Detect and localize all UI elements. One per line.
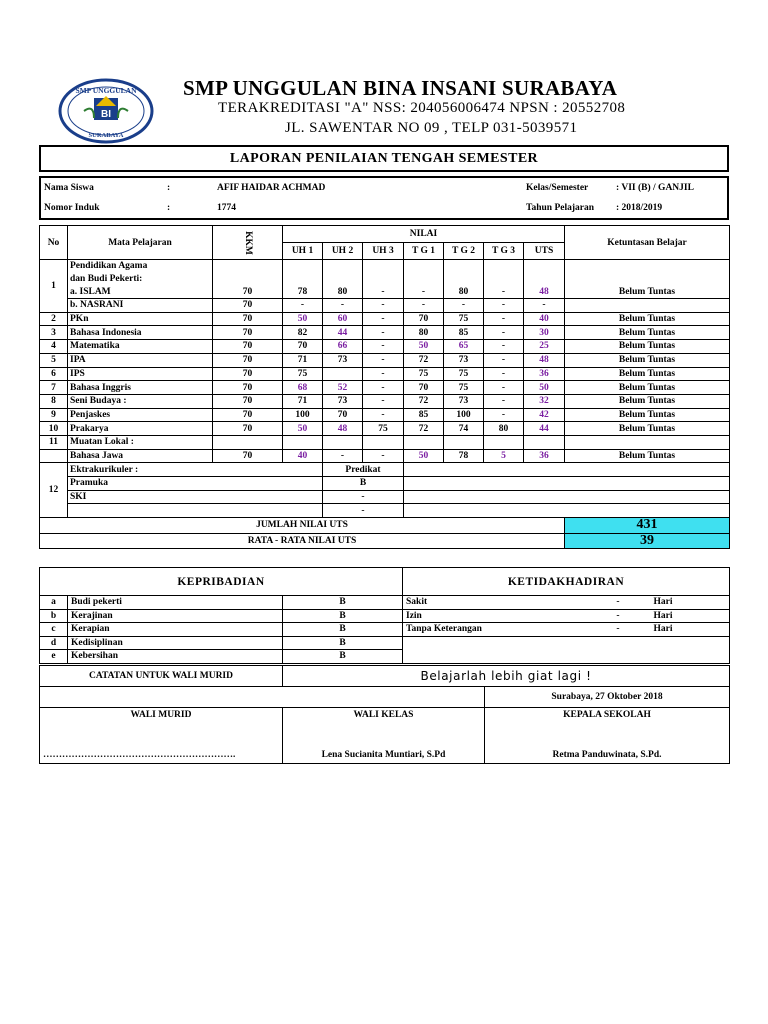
row-uh2: 73 [323, 394, 363, 408]
row-uts: 32 [524, 394, 565, 408]
row-tg1: 70 [404, 312, 444, 326]
header-subject: Mata Pelajaran [68, 226, 213, 260]
row-uts: 50 [524, 381, 565, 395]
table-row [40, 273, 730, 286]
kepribadian-value: B [283, 596, 403, 610]
student-info [39, 176, 729, 220]
header-kkm [213, 226, 283, 260]
kepribadian-label: Kedisiplinan [68, 636, 283, 650]
report-title-text: LAPORAN PENILAIAN TENGAH SEMESTER [229, 150, 539, 166]
ekskul-name [68, 504, 323, 518]
header-tg3: T G 3 [484, 243, 524, 260]
row-tg2: 73 [444, 394, 484, 408]
student-name-label: Nama Siswa [44, 183, 94, 193]
row-uh1: 40 [283, 449, 323, 463]
logo-center-text: BI [101, 109, 111, 120]
student-nis-value: 1774 [217, 203, 236, 213]
row-tg2: 80 [444, 285, 484, 298]
row-no: 7 [40, 381, 68, 395]
ekskul-predikat: - [323, 490, 404, 504]
grades-table [39, 225, 730, 549]
row-tg1: 85 [404, 408, 444, 422]
row-tg2: 85 [444, 326, 484, 340]
row-tg1: - [404, 285, 444, 298]
row-uh3: 75 [363, 422, 404, 436]
notes-row [40, 666, 730, 687]
row-status: Belum Tuntas [565, 381, 730, 395]
row-tg3: - [484, 326, 524, 340]
row-no: 5 [40, 353, 68, 367]
table-row [40, 435, 730, 449]
row-uh1: 50 [283, 312, 323, 326]
table-row [40, 299, 730, 313]
row-no: 3 [40, 326, 68, 340]
header-nilai: NILAI [283, 226, 565, 243]
section-headers-row [40, 568, 730, 596]
row-kkm: 70 [213, 299, 283, 313]
table-row [40, 623, 730, 637]
row-subject: IPS [68, 367, 213, 381]
table-row [40, 490, 730, 504]
row-uh3: - [363, 381, 404, 395]
date-row [40, 687, 730, 708]
row-subject: Bahasa Indonesia [68, 326, 213, 340]
signature-row [40, 708, 730, 764]
row-status: Belum Tuntas [565, 353, 730, 367]
row-status: Belum Tuntas [565, 422, 730, 436]
teacher-signature-cell [283, 708, 485, 764]
absence-unit: Hari [651, 596, 730, 610]
row-tg2: 100 [444, 408, 484, 422]
table-row [40, 394, 730, 408]
row-uts: 42 [524, 408, 565, 422]
teacher-title: WALI KELAS [353, 710, 414, 720]
table-row [40, 636, 730, 650]
absence-label: Izin [403, 609, 586, 623]
ekskul-name: Pramuka [68, 477, 323, 491]
principal-title: KEPALA SEKOLAH [563, 710, 651, 720]
row-uh2: 70 [323, 408, 363, 422]
row-uh1: 68 [283, 381, 323, 395]
row-status: Belum Tuntas [565, 285, 730, 298]
row-uh2: 52 [323, 381, 363, 395]
row-uts: 40 [524, 312, 565, 326]
place-date: Surabaya, 27 Oktober 2018 [485, 687, 730, 708]
kepribadian-label: Kerapian [68, 623, 283, 637]
header-uh2: UH 2 [323, 243, 363, 260]
kepribadian-letter: c [40, 623, 68, 637]
kepribadian-label: Kebersihan [68, 650, 283, 664]
row-uts: 25 [524, 340, 565, 354]
absence-label: Sakit [403, 596, 586, 610]
total-uts-label: JUMLAH NILAI UTS [40, 518, 565, 534]
ekskul-name: SKI [68, 490, 323, 504]
row-uh2: 60 [323, 312, 363, 326]
row-subject: a. ISLAM [68, 285, 213, 298]
kepribadian-letter: e [40, 650, 68, 664]
table-row [40, 463, 730, 477]
row-subject: Prakarya [68, 422, 213, 436]
row-kkm: 70 [213, 340, 283, 354]
row-uh1: 82 [283, 326, 323, 340]
row-uh1: 70 [283, 340, 323, 354]
row-uh1: 71 [283, 394, 323, 408]
table-row [40, 353, 730, 367]
row-uts: 30 [524, 326, 565, 340]
row-no: 11 [40, 435, 68, 449]
grades-header-row [40, 226, 730, 243]
row-tg2: 73 [444, 353, 484, 367]
row-uts: 44 [524, 422, 565, 436]
header-tg1: T G 1 [404, 243, 444, 260]
kepribadian-letter: b [40, 609, 68, 623]
address-line: JL. SAWENTAR NO 09 , TELP 031-5039571 [285, 120, 578, 136]
row-tg3: 80 [484, 422, 524, 436]
row-uts: 36 [524, 449, 565, 463]
row-uts: 36 [524, 367, 565, 381]
row-subject: Bahasa Inggris [68, 381, 213, 395]
row-subject: Penjaskes [68, 408, 213, 422]
row-uh1: 78 [283, 285, 323, 298]
row-kkm: 70 [213, 312, 283, 326]
row-uh2: 73 [323, 353, 363, 367]
absence-unit: Hari [651, 623, 730, 637]
row-no: 8 [40, 394, 68, 408]
row-uh1: 71 [283, 353, 323, 367]
notes-signature-table [39, 665, 730, 764]
table-row [40, 312, 730, 326]
absence-label: Tanpa Keterangan [403, 623, 586, 637]
row-kkm: 70 [213, 285, 283, 298]
row-subject: Bahasa Jawa [68, 449, 213, 463]
row-uh3: - [363, 394, 404, 408]
row-tg2: 65 [444, 340, 484, 354]
row-status: Belum Tuntas [565, 408, 730, 422]
student-name-colon: : [167, 183, 171, 193]
row-status: Belum Tuntas [565, 312, 730, 326]
row-uh1: 50 [283, 422, 323, 436]
row-tg1: 50 [404, 340, 444, 354]
row-uh2: - [323, 299, 363, 313]
row-uts: 48 [524, 285, 565, 298]
academic-year-label: Tahun Pelajaran [526, 203, 595, 213]
row-no: 1 [40, 260, 68, 313]
ekskul-predikat: B [323, 477, 404, 491]
row-tg3: - [484, 353, 524, 367]
row-tg3: - [484, 340, 524, 354]
header-kkm-text: KKM [242, 230, 253, 255]
table-row [40, 326, 730, 340]
academic-year-value: : 2018/2019 [616, 203, 663, 213]
row-subject: Pendidikan Agama [68, 260, 213, 273]
absence-unit: Hari [651, 609, 730, 623]
row-tg1: 75 [404, 367, 444, 381]
row-tg2: 75 [444, 312, 484, 326]
report-title [39, 145, 729, 172]
row-kkm: 70 [213, 408, 283, 422]
header-uh1: UH 1 [283, 243, 323, 260]
row-tg2: 75 [444, 367, 484, 381]
header-uh3: UH 3 [363, 243, 404, 260]
row-uh2 [323, 367, 363, 381]
parent-signature-cell [40, 708, 283, 764]
row-tg3: - [484, 367, 524, 381]
row-status: Belum Tuntas [565, 449, 730, 463]
row-uh3: - [363, 449, 404, 463]
teacher-name: Lena Sucianita Muntiari, S.Pd [321, 750, 446, 760]
row-no: 10 [40, 422, 68, 436]
row-subject: PKn [68, 312, 213, 326]
table-row [40, 367, 730, 381]
row-no: 2 [40, 312, 68, 326]
kepribadian-letter: a [40, 596, 68, 610]
kepribadian-label: Kerajinan [68, 609, 283, 623]
parent-title: WALI MURID [130, 710, 192, 720]
kepribadian-value: B [283, 623, 403, 637]
table-row [40, 285, 730, 298]
row-uh3: - [363, 326, 404, 340]
row-uts: - [524, 299, 565, 313]
school-logo [58, 78, 154, 144]
row-uh3: - [363, 299, 404, 313]
absence-value: - [586, 596, 651, 610]
row-uh3: - [363, 353, 404, 367]
row-uh2: 80 [323, 285, 363, 298]
row-uh2: 44 [323, 326, 363, 340]
row-tg2: - [444, 299, 484, 313]
table-row [40, 477, 730, 491]
header-uts: UTS [524, 243, 565, 260]
row-no: 9 [40, 408, 68, 422]
row-uh2: - [323, 449, 363, 463]
absence-value: - [586, 609, 651, 623]
ekskul-predikat-header: Predikat [323, 463, 404, 477]
row-tg3: 5 [484, 449, 524, 463]
row-tg3: - [484, 285, 524, 298]
row-tg2: 75 [444, 381, 484, 395]
header-tg2: T G 2 [444, 243, 484, 260]
table-row [40, 504, 730, 518]
table-row [40, 340, 730, 354]
absence-value: - [586, 623, 651, 637]
row-uh1: 75 [283, 367, 323, 381]
row-tg3: - [484, 381, 524, 395]
logo-text-top: SMP UNGGULAN [75, 86, 137, 95]
notes-label: CATATAN UNTUK WALI MURID [40, 666, 283, 687]
kepribadian-title: KEPRIBADIAN [40, 568, 403, 596]
row-uh3: - [363, 312, 404, 326]
row-subject: IPA [68, 353, 213, 367]
row-uh1: 100 [283, 408, 323, 422]
row-tg1: 70 [404, 381, 444, 395]
row-tg2: 74 [444, 422, 484, 436]
average-uts-label: RATA - RATA NILAI UTS [40, 533, 565, 549]
row-no: 6 [40, 367, 68, 381]
row-uh1: - [283, 299, 323, 313]
row-tg3: - [484, 299, 524, 313]
kepribadian-value: B [283, 609, 403, 623]
student-name-value: AFIF HAIDAR ACHMAD [217, 183, 326, 193]
row-no: 12 [40, 463, 68, 518]
row-tg1: 72 [404, 394, 444, 408]
row-status: Belum Tuntas [565, 367, 730, 381]
total-uts-value: 431 [565, 518, 730, 534]
row-status: Belum Tuntas [565, 340, 730, 354]
total-row [40, 518, 730, 534]
row-tg1: - [404, 299, 444, 313]
notes-message: Belajarlah lebih giat lagi ! [283, 666, 730, 687]
row-subject: Seni Budaya : [68, 394, 213, 408]
personality-attendance-table [39, 567, 730, 664]
principal-signature-cell [485, 708, 730, 764]
row-tg3: - [484, 312, 524, 326]
table-row [40, 422, 730, 436]
row-uh3: - [363, 340, 404, 354]
parent-signature-line: ……………………………………………………. [43, 750, 236, 760]
row-subject: b. NASRANI [68, 299, 213, 313]
table-row [40, 381, 730, 395]
principal-name: Retma Panduwinata, S.Pd. [552, 750, 662, 760]
table-row [40, 609, 730, 623]
table-row [40, 260, 730, 273]
row-uh2: 48 [323, 422, 363, 436]
header-status: Ketuntasan Belajar [565, 226, 730, 260]
average-uts-value: 39 [565, 533, 730, 549]
row-tg1: 72 [404, 422, 444, 436]
row-kkm: 70 [213, 353, 283, 367]
row-kkm: 70 [213, 326, 283, 340]
ekskul-label: Ektrakurikuler : [68, 463, 323, 477]
row-kkm: 70 [213, 381, 283, 395]
table-row [40, 449, 730, 463]
row-kkm: 70 [213, 422, 283, 436]
row-tg2: 78 [444, 449, 484, 463]
kepribadian-letter: d [40, 636, 68, 650]
row-uh3: - [363, 285, 404, 298]
ekskul-predikat: - [323, 504, 404, 518]
row-uts: 48 [524, 353, 565, 367]
table-row [40, 596, 730, 610]
row-tg1: 72 [404, 353, 444, 367]
row-kkm: 70 [213, 367, 283, 381]
logo-text-bottom: SURABAYA [88, 132, 124, 139]
row-tg3: - [484, 408, 524, 422]
row-uh3: - [363, 408, 404, 422]
row-subject: dan Budi Pekerti: [68, 273, 213, 286]
row-uh3: - [363, 367, 404, 381]
row-status: Belum Tuntas [565, 326, 730, 340]
class-semester-label: Kelas/Semester [526, 183, 589, 193]
row-status [565, 299, 730, 313]
row-uh2: 66 [323, 340, 363, 354]
accreditation-line: TERAKREDITASI "A" NSS: 204056006474 NPSN : 20552708 [218, 100, 626, 116]
row-no: 4 [40, 340, 68, 354]
row-subject: Muatan Lokal : [68, 435, 213, 449]
row-tg3: - [484, 394, 524, 408]
row-kkm: 70 [213, 449, 283, 463]
ketidakhadiran-title: KETIDAKHADIRAN [403, 568, 730, 596]
kepribadian-value: B [283, 650, 403, 664]
table-row [40, 408, 730, 422]
school-name: SMP UNGGULAN BINA INSANI SURABAYA [183, 76, 618, 100]
row-subject: Matematika [68, 340, 213, 354]
kepribadian-label: Budi pekerti [68, 596, 283, 610]
header-no: No [40, 226, 68, 260]
student-nis-colon: : [167, 203, 171, 213]
row-status: Belum Tuntas [565, 394, 730, 408]
kepribadian-value: B [283, 636, 403, 650]
student-nis-label: Nomor Induk [44, 203, 100, 213]
average-row [40, 533, 730, 549]
row-kkm: 70 [213, 394, 283, 408]
row-tg1: 80 [404, 326, 444, 340]
class-semester-value: : VII (B) / GANJIL [616, 183, 694, 193]
row-tg1: 50 [404, 449, 444, 463]
